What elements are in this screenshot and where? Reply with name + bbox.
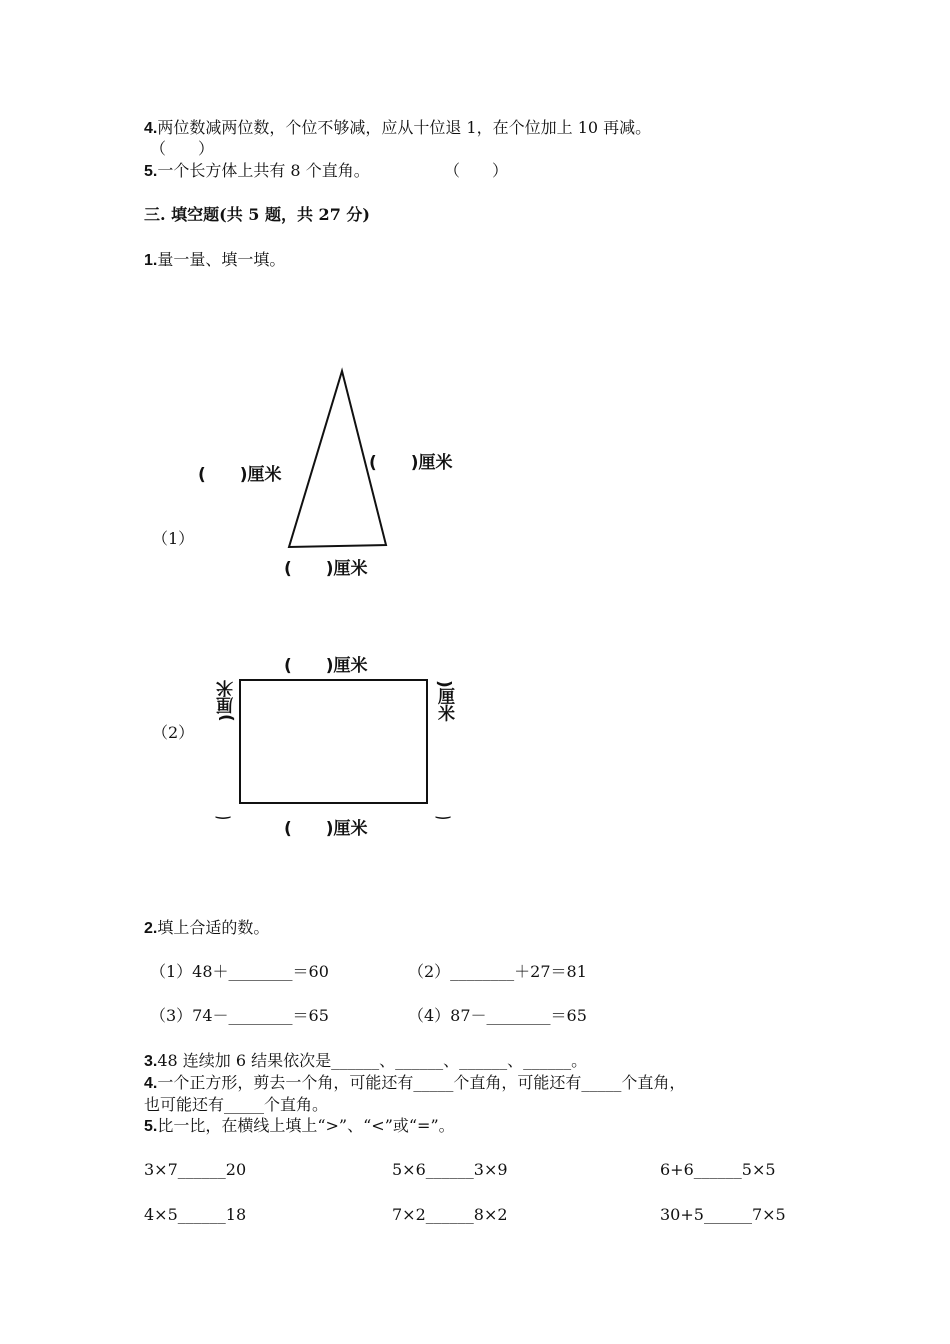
question-text: 一个长方体上共有 8 个直角。 — [157, 161, 370, 180]
question-text: 两位数减两位数，个位不够减，应从十位退 1，在个位加上 10 再减。 — [157, 118, 652, 137]
question-number: 5. — [144, 163, 158, 180]
triangle-left-length[interactable]: ( )厘米 — [198, 465, 282, 485]
triangle-bottom-length[interactable]: ( )厘米 — [284, 559, 368, 579]
section-title: 三. 填空题(共 5 题，共 27 分) — [144, 205, 370, 224]
question-text: 量一量、填一填。 — [157, 250, 286, 269]
question-number: 4. — [144, 1075, 158, 1092]
equation-item[interactable]: （4）87－________＝65 — [408, 1006, 587, 1025]
fill-q5 — [144, 1116, 455, 1137]
question-text: 填上合适的数。 — [157, 918, 270, 937]
rect-top-length[interactable]: ( )厘米 — [284, 656, 368, 676]
paren-mark-icon: ‿ — [436, 800, 451, 820]
question-text[interactable]: 48 连续加 6 结果依次是______、______、______、______。 — [157, 1051, 588, 1070]
rect-bottom-length[interactable]: ( )厘米 — [284, 819, 368, 839]
question-text[interactable]: 一个正方形，剪去一个角，可能还有_____个直角，可能还有_____个直角， — [157, 1073, 686, 1092]
compare-item[interactable]: 3×7______20 — [144, 1160, 247, 1179]
answer-paren[interactable]: （ ） — [444, 161, 509, 180]
compare-item[interactable]: 6+6______5×5 — [660, 1160, 776, 1179]
figure-label: （2） — [152, 723, 195, 742]
question-number: 5. — [144, 1118, 158, 1135]
equation-item[interactable]: （1）48＋________＝60 — [150, 962, 329, 981]
question-number: 2. — [144, 920, 158, 937]
answer-paren[interactable]: （ ） — [150, 139, 215, 158]
compare-item[interactable]: 30+5______7×5 — [660, 1205, 786, 1224]
rect-left-length[interactable]: )厘米 — [217, 680, 237, 722]
question-number: 1. — [144, 252, 158, 269]
fill-q2 — [144, 918, 269, 939]
question-number: 4. — [144, 120, 158, 137]
question-number: 3. — [144, 1053, 158, 1070]
question-text: 比一比，在横线上填上“>”、“<”或“=”。 — [157, 1116, 455, 1135]
equation-item[interactable]: （2）________＋27＝81 — [408, 962, 587, 981]
question-text-cont[interactable]: 也可能还有_____个直角。 — [144, 1095, 329, 1114]
equation-item[interactable]: （3）74－________＝65 — [150, 1006, 329, 1025]
triangle-right-length[interactable]: ( )厘米 — [369, 453, 453, 473]
figure-label: （1） — [152, 529, 195, 548]
rectangle-figure — [240, 680, 427, 803]
fill-q4 — [144, 1073, 685, 1094]
compare-item[interactable]: 4×5______18 — [144, 1205, 247, 1224]
compare-item[interactable]: 5×6______3×9 — [392, 1160, 508, 1179]
fill-q3 — [144, 1051, 587, 1072]
rect-right-length[interactable]: )厘米 — [434, 680, 454, 722]
compare-item[interactable]: 7×2______8×2 — [392, 1205, 508, 1224]
paren-mark-icon: ‿ — [216, 800, 231, 820]
